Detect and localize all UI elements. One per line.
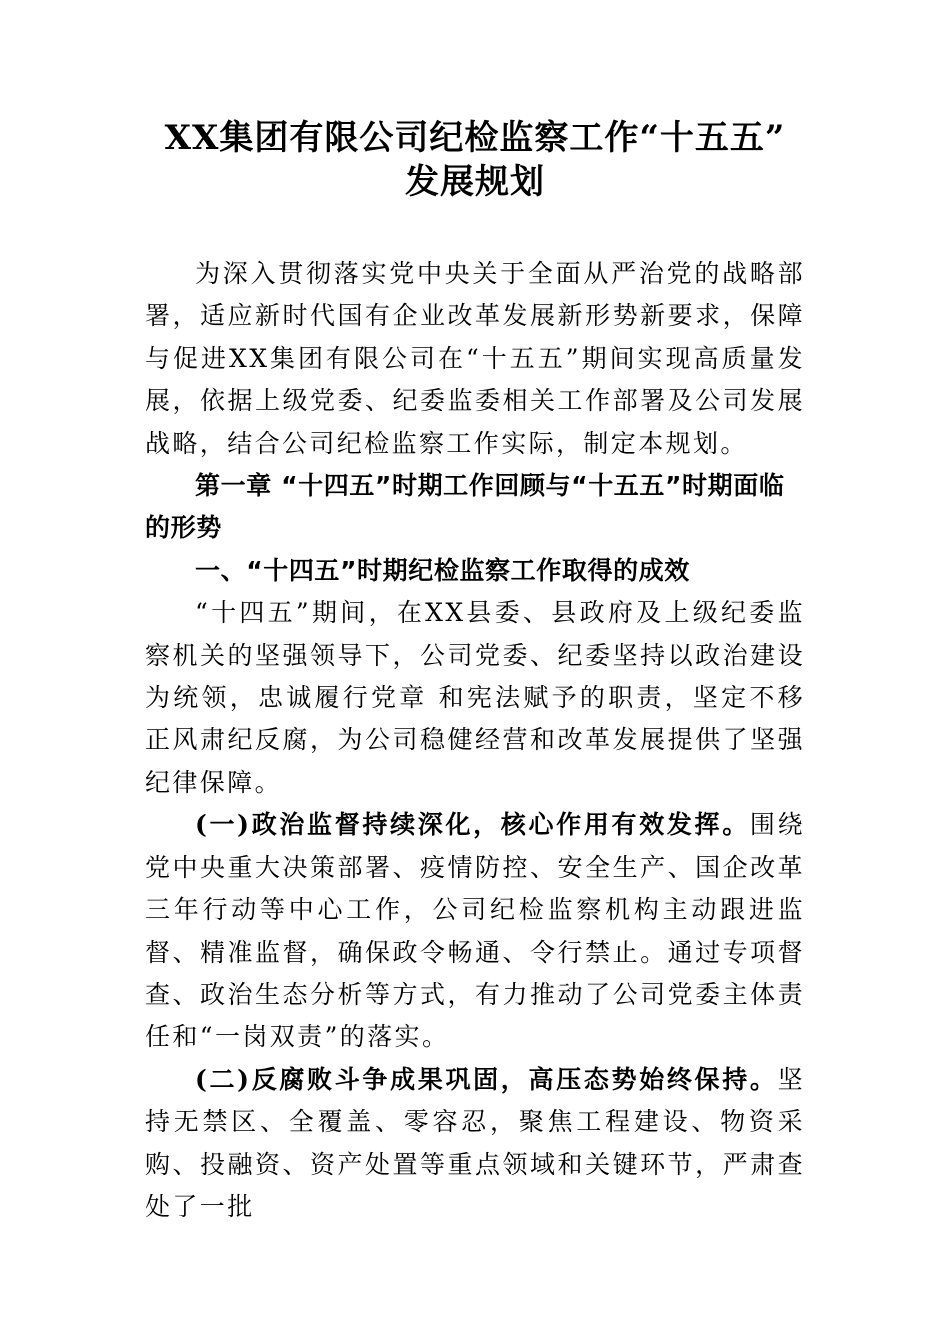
item-1-paragraph xyxy=(145,804,805,1058)
chapter-1-heading: 第一章 “十四五”时期工作回顾与“十五五”时期面临的形势 xyxy=(145,471,785,543)
section-1-paragraph: “十四五”期间，在XX县委、县政府及上级纪委监察机关的坚强领导下，公司党委、纪委坚持以政治建设为统领，忠诚履行党章 和宪法赋予的职责，坚定不移正风肃纪反腐，为公司稳健经营和改革发展提供了坚强纪律保障。 xyxy=(145,598,805,797)
item-2-lead: (二)反腐败斗争成果巩固，高压态势始终保持。 xyxy=(195,1064,778,1094)
document-title-line-1: XX集团有限公司纪检监察工作“十五五” xyxy=(164,118,786,158)
item-2-text: 坚持无禁区、全覆盖、零容忍，聚焦工程建设、物资采购、投融资、资产处置等重点领域和关键环节，严肃查处了一批 xyxy=(145,1064,805,1221)
section-1-heading: 一、“十四五”时期纪检监察工作取得的成效 xyxy=(195,555,690,585)
document-title-line-2: 发展规划 xyxy=(405,162,545,202)
item-1-lead: (一)政治监督持续深化，核心作用有效发挥。 xyxy=(195,810,750,840)
document-body xyxy=(145,253,805,1228)
intro-paragraph: 为深入贯彻落实党中央关于全面从严治党的战略部署，适应新时代国有企业改革发展新形势新要求，保障与促进XX集团有限公司在“十五五”期间实现高质量发展，依据上级党委、纪委监委相关工作部署及公司发展战略，结合公司纪检监察工作实际，制定本规划。 xyxy=(145,259,805,458)
item-2-paragraph xyxy=(145,1059,805,1229)
item-1-text: 围绕党中央重大决策部署、疫情防控、安全生产、国企改革三年行动等中心工作，公司纪检监察机构主动跟进监督、精准监督，确保政令畅通、令行禁止。通过专项督查、政治生态分析等方式，有力推动了公司党委主体责任和“一岗双责”的落实。 xyxy=(145,810,805,1052)
